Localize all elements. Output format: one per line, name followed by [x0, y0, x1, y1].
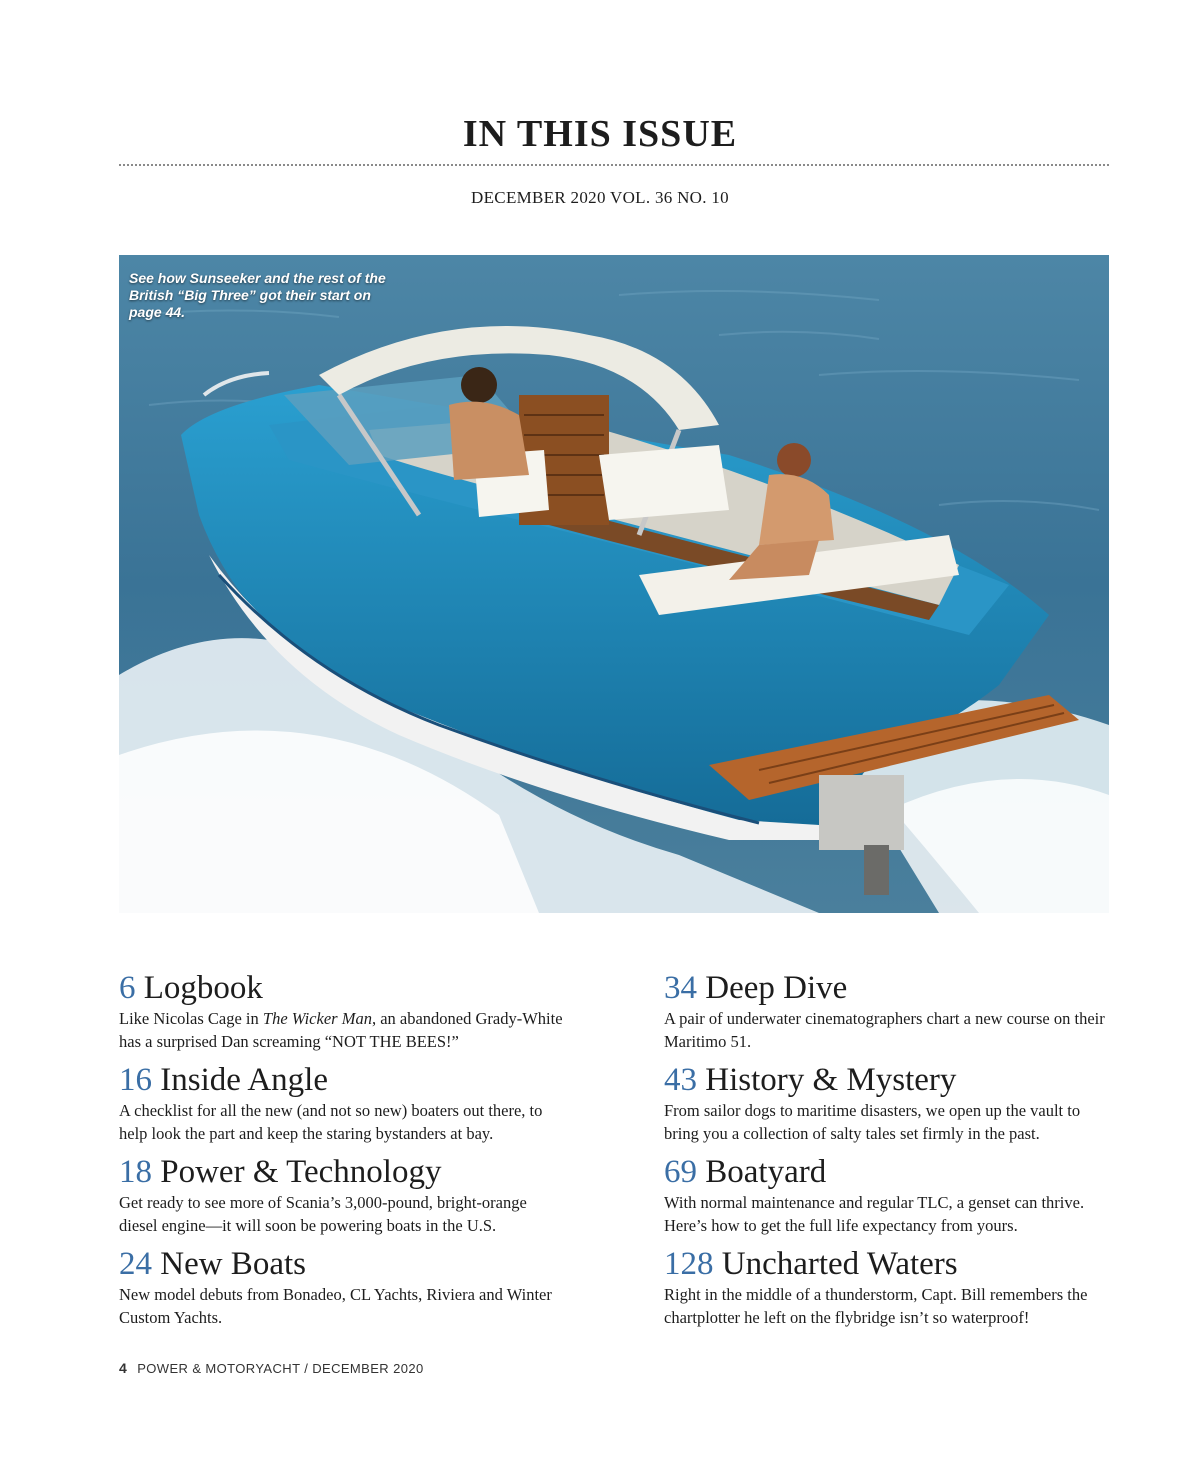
toc-page-number: 18: [119, 1154, 152, 1190]
toc-page-number: 16: [119, 1062, 152, 1098]
toc-entry-history-mystery[interactable]: [664, 1062, 1114, 1145]
toc-left-column: [119, 970, 569, 1338]
toc-description: [119, 1007, 569, 1053]
toc-desc-italic: The Wicker Man: [262, 1009, 372, 1028]
toc-description: Get ready to see more of Scania’s 3,000-pound, bright-orange diesel engine—it will soon be powering boats in the U.S.: [119, 1193, 527, 1235]
toc-section-title: Power & Technology: [160, 1154, 442, 1190]
toc-page-number: 69: [664, 1154, 697, 1190]
footer-publication: POWER & MOTORYACHT / DECEMBER 2020: [137, 1361, 424, 1376]
toc-page-number: 6: [119, 970, 136, 1006]
toc-heading[interactable]: [664, 1062, 1114, 1098]
toc-right-column: [664, 970, 1114, 1338]
toc-section-title: Logbook: [143, 970, 263, 1006]
page-footer: [119, 1360, 424, 1376]
toc-section-title: Uncharted Waters: [721, 1246, 958, 1282]
toc-section-title: Deep Dive: [705, 970, 848, 1006]
speedboat-illustration: [119, 255, 1109, 913]
toc-section-title: Inside Angle: [160, 1062, 328, 1098]
toc-desc-text: , an abandoned Grady-White has a surprised Dan screaming “NOT THE BEES!”: [119, 1009, 563, 1051]
toc-heading[interactable]: [119, 970, 569, 1006]
toc-description: A pair of underwater cinematographers chart a new course on their Maritimo 51.: [664, 1009, 1105, 1051]
toc-heading[interactable]: [119, 1062, 569, 1098]
toc-heading[interactable]: [664, 970, 1114, 1006]
toc-description: A checklist for all the new (and not so new) boaters out there, to help look the part and keep the staring bystanders at bay.: [119, 1101, 543, 1143]
feature-photo: [119, 255, 1109, 913]
dotted-divider: [119, 164, 1109, 166]
toc-description: With normal maintenance and regular TLC, a genset can thrive. Here’s how to get the full life expectancy from yours.: [664, 1193, 1085, 1235]
toc-entry-uncharted-waters[interactable]: [664, 1246, 1114, 1329]
toc-heading[interactable]: [664, 1246, 1114, 1282]
toc-entry-boatyard[interactable]: [664, 1154, 1114, 1237]
toc-entry-power-technology[interactable]: [119, 1154, 569, 1237]
footer-page-number: 4: [119, 1360, 128, 1376]
toc-section-title: History & Mystery: [705, 1062, 957, 1098]
issue-info: DECEMBER 2020 VOL. 36 NO. 10: [471, 188, 729, 207]
toc-description: From sailor dogs to maritime disasters, we open up the vault to bring you a collection of salty tales set firmly in the past.: [664, 1101, 1081, 1143]
toc-page-number: 34: [664, 970, 697, 1006]
toc-section-title: Boatyard: [705, 1154, 827, 1190]
toc-heading[interactable]: [119, 1246, 569, 1282]
toc-entry-deep-dive[interactable]: [664, 970, 1114, 1053]
toc-page-number: 43: [664, 1062, 697, 1098]
toc-entry-logbook[interactable]: [119, 970, 569, 1053]
toc-entry-inside-angle[interactable]: [119, 1062, 569, 1145]
toc-page-number: 24: [119, 1246, 152, 1282]
toc-page-number: 128: [664, 1246, 714, 1282]
toc-section-title: New Boats: [160, 1246, 306, 1282]
toc-heading[interactable]: [664, 1154, 1114, 1190]
page-title: IN THIS ISSUE: [462, 113, 738, 155]
toc-description: New model debuts from Bonadeo, CL Yachts, Riviera and Winter Custom Yachts.: [119, 1285, 552, 1327]
toc-entry-new-boats[interactable]: [119, 1246, 569, 1329]
toc-heading[interactable]: [119, 1154, 569, 1190]
toc-description: Right in the middle of a thunderstorm, Capt. Bill remembers the chartplotter he left on the flybridge isn’t so waterproof!: [664, 1285, 1088, 1327]
photo-caption: See how Sunseeker and the rest of the British “Big Three” got their start on page 44.: [129, 270, 386, 320]
toc-desc-text: Like Nicolas Cage in: [119, 1009, 263, 1028]
